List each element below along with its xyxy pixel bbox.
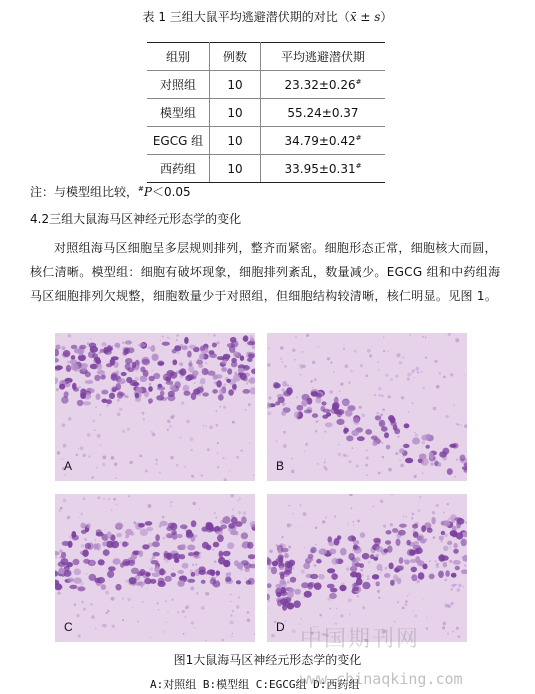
cell-n: 10 bbox=[210, 155, 261, 183]
latency-table bbox=[147, 42, 385, 183]
micrograph-egcg bbox=[55, 494, 255, 642]
cell-group: 西药组 bbox=[147, 155, 210, 183]
histology-image bbox=[55, 333, 255, 481]
cell-n: 10 bbox=[210, 127, 261, 155]
histology-image bbox=[55, 494, 255, 642]
header-group: 组别 bbox=[147, 43, 210, 71]
cell-n: 10 bbox=[210, 71, 261, 99]
panel-label: D bbox=[276, 620, 285, 634]
body-paragraph: 对照组海马区细胞呈多层规则排列，整齐而紧密。细胞形态正常，细胞核大而圆，核仁清晰。模型组：细胞有破坏现象，细胞排列紊乱，数量减少。EGCG 组和中药组海马区细胞排列欠规整，细胞数量少于对照组，但细胞结构较清晰，核仁明显。见图 1。 bbox=[30, 241, 501, 303]
figure-legend: A:对照组 B:模型组 C:EGCG组 D:西药组 bbox=[150, 678, 360, 691]
histology-image bbox=[267, 494, 467, 642]
header-latency: 平均逃避潜伏期 bbox=[261, 43, 386, 71]
cell-group: EGCG 组 bbox=[147, 127, 210, 155]
micrograph-model bbox=[267, 333, 467, 481]
watermark-url: www.chinaqking.com bbox=[300, 670, 463, 688]
panel-label: C bbox=[64, 620, 73, 634]
histology-image bbox=[267, 333, 467, 481]
table-caption: 表 1 三组大鼠平均逃避潜伏期的对比（x̄ ± s） bbox=[142, 10, 393, 24]
table-note: 注：与模型组比较，#P＜0.05 bbox=[30, 185, 191, 199]
watermark-logo: 中国期刊网 bbox=[300, 627, 421, 652]
header-n: 例数 bbox=[210, 43, 261, 71]
cell-value: 23.32±0.26# bbox=[261, 71, 386, 99]
table-row bbox=[147, 71, 385, 99]
cell-value: 55.24±0.37 bbox=[261, 99, 386, 127]
panel-label: A bbox=[64, 459, 73, 473]
cell-group: 对照组 bbox=[147, 71, 210, 99]
table-header-row bbox=[147, 43, 385, 71]
figure-caption: 图1大鼠海马区神经元形态学的变化 bbox=[173, 653, 362, 667]
table-row bbox=[147, 99, 385, 127]
cell-n: 10 bbox=[210, 99, 261, 127]
table-row bbox=[147, 127, 385, 155]
micrograph-control bbox=[55, 333, 255, 481]
panel-label: B bbox=[276, 459, 285, 473]
mean-sd-symbol: x̄ ± s bbox=[349, 10, 381, 24]
micrograph-western-drug bbox=[267, 494, 467, 642]
section-heading: 4.2三组大鼠海马区神经元形态学的变化 bbox=[30, 212, 242, 226]
cell-value: 33.95±0.31# bbox=[261, 155, 386, 183]
cell-group: 模型组 bbox=[147, 99, 210, 127]
cell-value: 34.79±0.42# bbox=[261, 127, 386, 155]
table-row bbox=[147, 155, 385, 183]
